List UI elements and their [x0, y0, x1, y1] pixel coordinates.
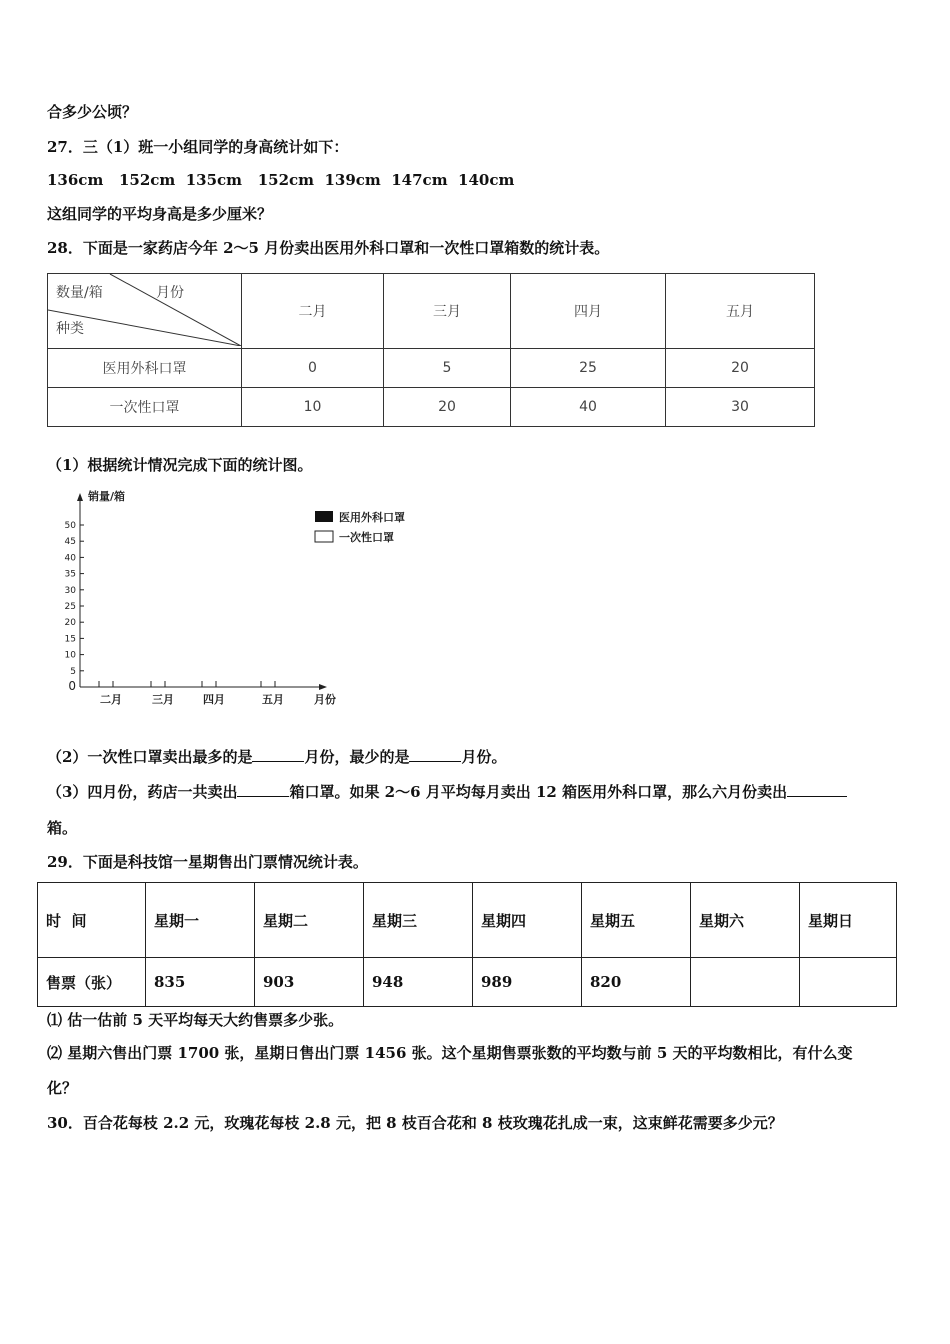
q28-part2-c: 月份。: [461, 748, 507, 766]
corner-quantity-label: 数量/箱: [56, 285, 103, 301]
q28-part3-a: （3）四月份，药店一共卖出: [47, 783, 238, 801]
q28-part3-c: 箱。: [47, 819, 78, 837]
bar-chart: [55, 485, 455, 715]
q27-title: 27．三（1）班一小组同学的身高统计如下：: [47, 138, 349, 156]
mask-sales-table: [47, 273, 815, 427]
y-tick-label: 5: [70, 666, 76, 677]
table-cell: 30: [666, 388, 815, 427]
header-cell: 星期五: [582, 883, 691, 958]
table-cell: 0: [242, 349, 384, 388]
row-label: 医用外科口罩: [48, 349, 242, 388]
row-label: 一次性口罩: [48, 388, 242, 427]
y-tick-label: 45: [64, 537, 76, 548]
month-header: 二月: [242, 274, 384, 349]
table-cell: 25: [511, 349, 666, 388]
q28-part2-b: 月份，最少的是: [304, 748, 410, 766]
y-tick-label: 30: [64, 585, 76, 596]
legend-swatch-surgical: [315, 511, 333, 522]
header-cell: 时 间: [38, 883, 146, 958]
corner-type-label: 种类: [56, 321, 84, 337]
header-cell: 星期日: [800, 883, 897, 958]
table-cell: 903: [255, 958, 364, 1007]
month-header: 三月: [384, 274, 511, 349]
header-cell: 星期四: [473, 883, 582, 958]
header-cell: 星期三: [364, 883, 473, 958]
table-cell[interactable]: [800, 958, 897, 1007]
table-cell: 5: [384, 349, 511, 388]
y-axis-arrow: [77, 493, 83, 501]
header-cell: 星期二: [255, 883, 364, 958]
q28-part2: [47, 747, 506, 767]
y-tick-label: 40: [64, 553, 76, 564]
header-cell: 星期六: [691, 883, 800, 958]
y-tick-label: 50: [64, 521, 76, 531]
table-cell: 948: [364, 958, 473, 1007]
y-axis-label: 销量/箱: [88, 490, 126, 503]
x-tick-label: 二月: [100, 693, 122, 706]
y-tick-label: 0: [68, 679, 76, 693]
row-label: 售票（张）: [38, 958, 146, 1007]
month-header: 四月: [511, 274, 666, 349]
y-tick-label: 10: [64, 650, 76, 661]
answer-blank[interactable]: [252, 747, 304, 762]
q29-part1: ⑴ 估一估前 5 天平均每天大约售票多少张。: [47, 1011, 344, 1029]
x-tick-label: 三月: [152, 693, 174, 706]
corner-month-label: 月份: [156, 285, 184, 301]
q27-heights: 136cm 152cm 135cm 152cm 139cm 147cm 140cm: [47, 171, 515, 189]
table-cell: 820: [582, 958, 691, 1007]
table-cell[interactable]: [691, 958, 800, 1007]
x-tick-label: 四月: [203, 693, 225, 706]
x-tick-label: 五月: [262, 693, 284, 706]
q28-part1: （1）根据统计情况完成下面的统计图。: [47, 456, 313, 474]
q28-part3: [47, 782, 847, 802]
y-tick-label: 25: [64, 602, 76, 612]
y-tick-label: 20: [64, 618, 76, 629]
table-cell: 40: [511, 388, 666, 427]
y-tick-label: 15: [64, 634, 76, 645]
answer-blank[interactable]: [237, 782, 289, 797]
q29-part2-b: 化？: [47, 1079, 78, 1097]
legend-label: 一次性口罩: [339, 531, 394, 544]
q26-tail: 合多少公顷？: [47, 103, 138, 121]
q28-part3-b: 箱口罩。如果 2～6 月平均每月卖出 12 箱医用外科口罩，那么六月份卖出: [289, 783, 788, 801]
x-axis-label: 月份: [314, 693, 336, 706]
q29-part2: ⑵ 星期六售出门票 1700 张，星期日售出门票 1456 张。这个星期售票张数的平均数与前 5 天的平均数相比，有什么变: [47, 1044, 853, 1062]
table-cell: 20: [384, 388, 511, 427]
header-cell: 星期一: [146, 883, 255, 958]
legend-label: 医用外科口罩: [339, 511, 405, 524]
q27-question: 这组同学的平均身高是多少厘米？: [47, 205, 273, 223]
answer-blank[interactable]: [409, 747, 461, 762]
legend-swatch-disposable: [315, 531, 333, 542]
q30: 30．百合花每枝 2.2 元，玫瑰花每枝 2.8 元，把 8 枝百合花和 8 枝玫瑰花扎成一束，这束鲜花需要多少元？: [47, 1114, 783, 1132]
table-cell: 10: [242, 388, 384, 427]
ticket-sales-table: [37, 882, 897, 1007]
table-corner-cell: [48, 274, 242, 349]
table-cell: 835: [146, 958, 255, 1007]
q28-title: 28．下面是一家药店今年 2～5 月份卖出医用外科口罩和一次性口罩箱数的统计表。: [47, 239, 610, 257]
month-header: 五月: [666, 274, 815, 349]
q28-part2-a: （2）一次性口罩卖出最多的是: [47, 748, 253, 766]
answer-blank[interactable]: [787, 782, 847, 797]
y-tick-label: 35: [64, 569, 76, 580]
table-cell: 20: [666, 349, 815, 388]
x-axis-arrow: [319, 684, 327, 690]
table-cell: 989: [473, 958, 582, 1007]
q29-title: 29．下面是科技馆一星期售出门票情况统计表。: [47, 853, 368, 871]
